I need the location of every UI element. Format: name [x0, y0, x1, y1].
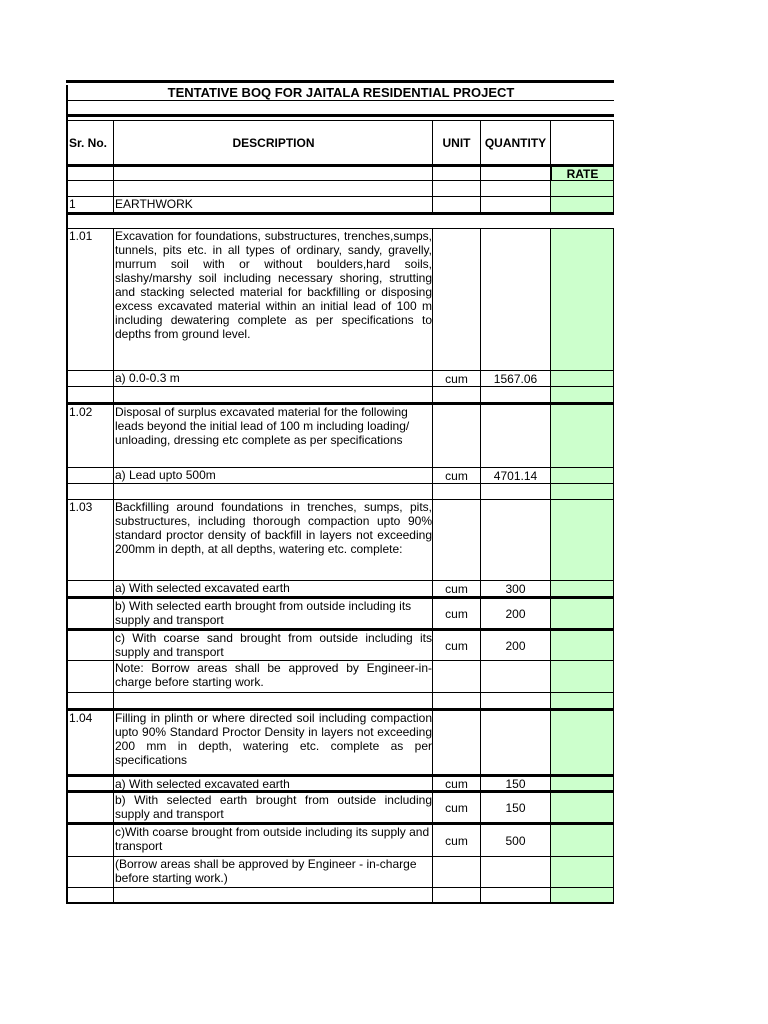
item-row: [66, 708, 614, 774]
item-row: [66, 499, 614, 580]
sub-item-quantity: 4701.14: [480, 468, 550, 483]
sub-item-unit: cum: [432, 777, 480, 790]
sub-item-quantity: 500: [480, 825, 550, 856]
spacer-row: [66, 100, 614, 114]
item-no: 1.03: [66, 500, 113, 580]
sub-item-quantity: 150: [480, 777, 550, 790]
sub-item-description: c) With coarse sand brought from outside including its supply and transport: [115, 631, 432, 659]
sub-item-rate[interactable]: [550, 599, 614, 628]
section-no: 1: [66, 197, 113, 212]
sub-item-row: [66, 596, 614, 628]
sub-item-unit: cum: [432, 793, 480, 822]
note-text: Note: Borrow areas shall be approved by Engineer-in-charge before starting work.: [113, 661, 432, 692]
header-row: [66, 120, 614, 164]
sub-item-row: [66, 822, 614, 856]
section-name: EARTHWORK: [113, 197, 432, 212]
spacer-row: [66, 212, 614, 228]
sub-item-unit: cum: [432, 631, 480, 660]
sub-item-quantity: 200: [480, 631, 550, 660]
sub-item-unit: cum: [432, 468, 480, 483]
empty-row: [66, 483, 614, 499]
note-row: [66, 856, 614, 887]
sub-item-description: b) With selected earth brought from outside including supply and transport: [115, 793, 432, 821]
header-blank: [550, 121, 614, 164]
boq-sheet: [66, 80, 614, 904]
empty-row: [66, 692, 614, 708]
note-text: (Borrow areas shall be approved by Engineer - in-charge before starting work.): [113, 857, 432, 887]
sub-item-rate[interactable]: [550, 825, 614, 856]
item-description: Disposal of surplus excavated material for the following leads beyond the initial lead of 100 m including loading/ unloading, dressing etc complete as per specifications: [113, 405, 432, 467]
sub-item-unit: cum: [432, 599, 480, 628]
sub-item-row: [66, 370, 614, 386]
item-no: 1.01: [66, 229, 113, 370]
sub-item-row: [66, 628, 614, 660]
sub-item-row: [66, 774, 614, 790]
empty-row: [66, 386, 614, 402]
item-description: Filling in plinth or where directed soil including compaction upto 90% Standard Proctor Density in layers not exceeding 200 mm in depth, watering etc. complete as per specifications: [113, 711, 432, 774]
header-unit: UNIT: [432, 121, 480, 164]
sub-item-unit: cum: [432, 825, 480, 856]
sub-item-quantity: 1567.06: [480, 371, 550, 386]
note-row: [66, 660, 614, 692]
sub-item-unit: cum: [432, 581, 480, 596]
title-row: [66, 80, 614, 100]
sub-item-rate[interactable]: [550, 581, 614, 596]
sub-item-rate[interactable]: [550, 371, 614, 386]
header-quantity: QUANTITY: [480, 121, 550, 164]
sub-item-description: c)With coarse brought from outside including its supply and transport: [113, 825, 432, 856]
sub-item-quantity: 300: [480, 581, 550, 596]
sub-item-description: a) 0.0-0.3 m: [113, 371, 432, 386]
sub-item-rate[interactable]: [550, 793, 614, 822]
sub-item-rate[interactable]: [550, 468, 614, 483]
sub-item-row: [66, 790, 614, 822]
empty-row: [66, 180, 614, 196]
item-row: [66, 402, 614, 467]
sub-item-quantity: 150: [480, 793, 550, 822]
header-sr-no: Sr. No.: [66, 121, 113, 164]
item-no: 1.04: [66, 711, 113, 774]
item-description: Backfilling around foundations in trenches, sumps, pits, substructures, including thorough compaction upto 90% standard proctor density of backfill in layers not exceeding 200mm in depth, at all depths, watering etc. complete:: [113, 500, 432, 580]
item-no: 1.02: [66, 405, 113, 467]
sub-item-description: a) With selected excavated earth: [113, 581, 432, 596]
sub-item-quantity: 200: [480, 599, 550, 628]
sub-item-row: [66, 467, 614, 483]
sheet-title: TENTATIVE BOQ FOR JAITALA RESIDENTIAL PROJECT: [66, 85, 614, 102]
rate-row: [66, 164, 614, 180]
item-description: Excavation for foundations, substructures, trenches,sumps, tunnels, pits etc. in all types of ordinary, sandy, gravelly, murrum soil with or without boulders,hard soils, slashy/marshy soil including necessary shoring, strutting and stacking selected material for backfilling or disposing excess excavated material within an initial lead of 100 m including dewatering complete as per specifications to depths from ground level.: [113, 229, 432, 370]
header-rate: RATE: [550, 167, 614, 180]
item-row: [66, 228, 614, 370]
sub-item-rate[interactable]: [550, 777, 614, 790]
header-description: DESCRIPTION: [113, 121, 432, 164]
section-row: [66, 196, 614, 212]
sub-item-description: b) With selected earth brought from outside including its supply and transport: [113, 599, 432, 628]
sub-item-row: [66, 580, 614, 596]
empty-row: [66, 887, 614, 904]
sub-item-description: a) With selected excavated earth: [113, 777, 432, 790]
sub-item-unit: cum: [432, 371, 480, 386]
sub-item-rate[interactable]: [550, 631, 614, 660]
sub-item-description: a) Lead upto 500m: [113, 468, 432, 483]
